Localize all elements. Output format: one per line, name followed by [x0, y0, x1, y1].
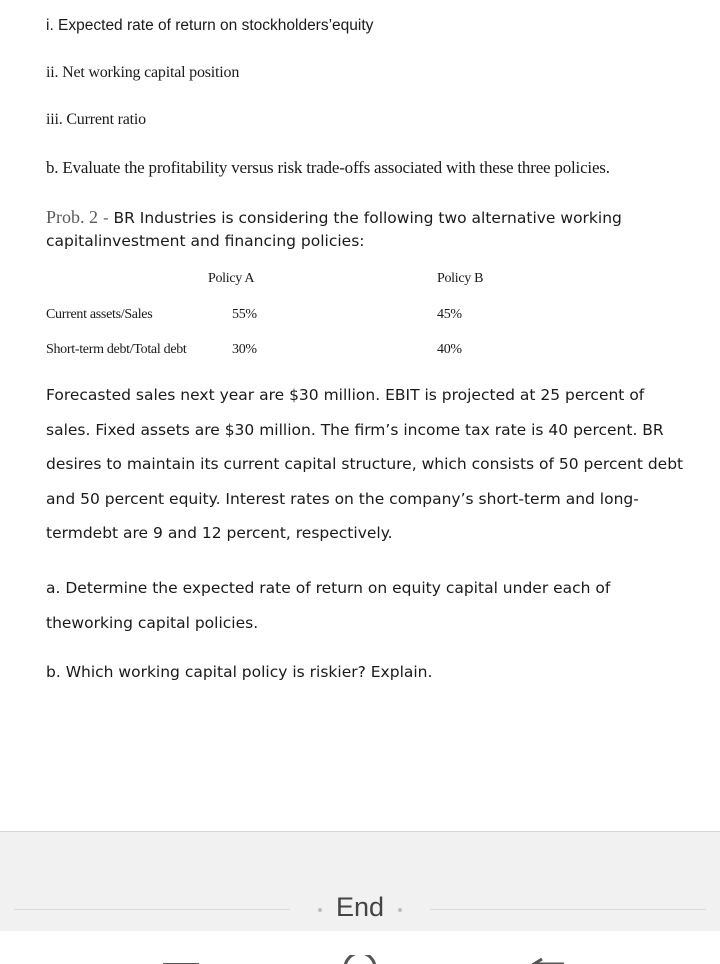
- table-cell-policy-a: 55%: [232, 307, 257, 322]
- home-icon[interactable]: [342, 955, 378, 964]
- problem-2-heading: [46, 206, 676, 253]
- menu-icon[interactable]: [163, 955, 199, 964]
- table-row-label: Current assets/Sales: [46, 307, 153, 322]
- back-icon[interactable]: [530, 955, 566, 964]
- table-header-policy-b: Policy B: [437, 271, 484, 286]
- table-row-label: Short-term debt/Total debt: [46, 342, 187, 357]
- table-header-policy-a: Policy A: [208, 271, 255, 286]
- question-a: a. Determine the expected rate of return on equity capital under each of theworking capital policies.: [46, 579, 611, 632]
- problem-2-dash: -: [98, 209, 114, 227]
- end-label: End: [335, 892, 385, 922]
- table-cell-policy-b: 40%: [437, 342, 462, 357]
- table-cell-policy-a: 30%: [232, 342, 257, 357]
- problem-2-text: BR Industries is considering the following two alternative working capitalinvestment and financing policies:: [46, 209, 622, 250]
- item-b-line: b. Evaluate the profitability versus risk trade-offs associated with these three policies.: [46, 158, 610, 177]
- question-b: b. Which working capital policy is riskier? Explain.: [46, 663, 433, 681]
- table-cell-policy-b: 45%: [437, 307, 462, 322]
- problem-2-label: Prob. 2: [46, 207, 99, 227]
- problem-paragraph: Forecasted sales next year are $30 million. EBIT is projected at 25 percent of sales. Fixed assets are $30 million. The firm’s income tax rate is 40 percent. BR desires to maintain its current capital structure, which consists of 50 percent debt and 50 percent equity. Interest rates on the company’s short-term and long-termdebt are 9 and 12 percent, respectively.: [46, 386, 684, 543]
- item-i-line: i. Expected rate of return on stockholders’equity: [46, 17, 374, 34]
- item-ii-line: ii. Net working capital position: [46, 64, 240, 81]
- system-navigation-bar: [0, 931, 720, 964]
- document-end-footer: [0, 831, 720, 931]
- dot-icon: [318, 908, 322, 912]
- dot-icon: [398, 908, 402, 912]
- item-iii-line: iii. Current ratio: [46, 111, 146, 128]
